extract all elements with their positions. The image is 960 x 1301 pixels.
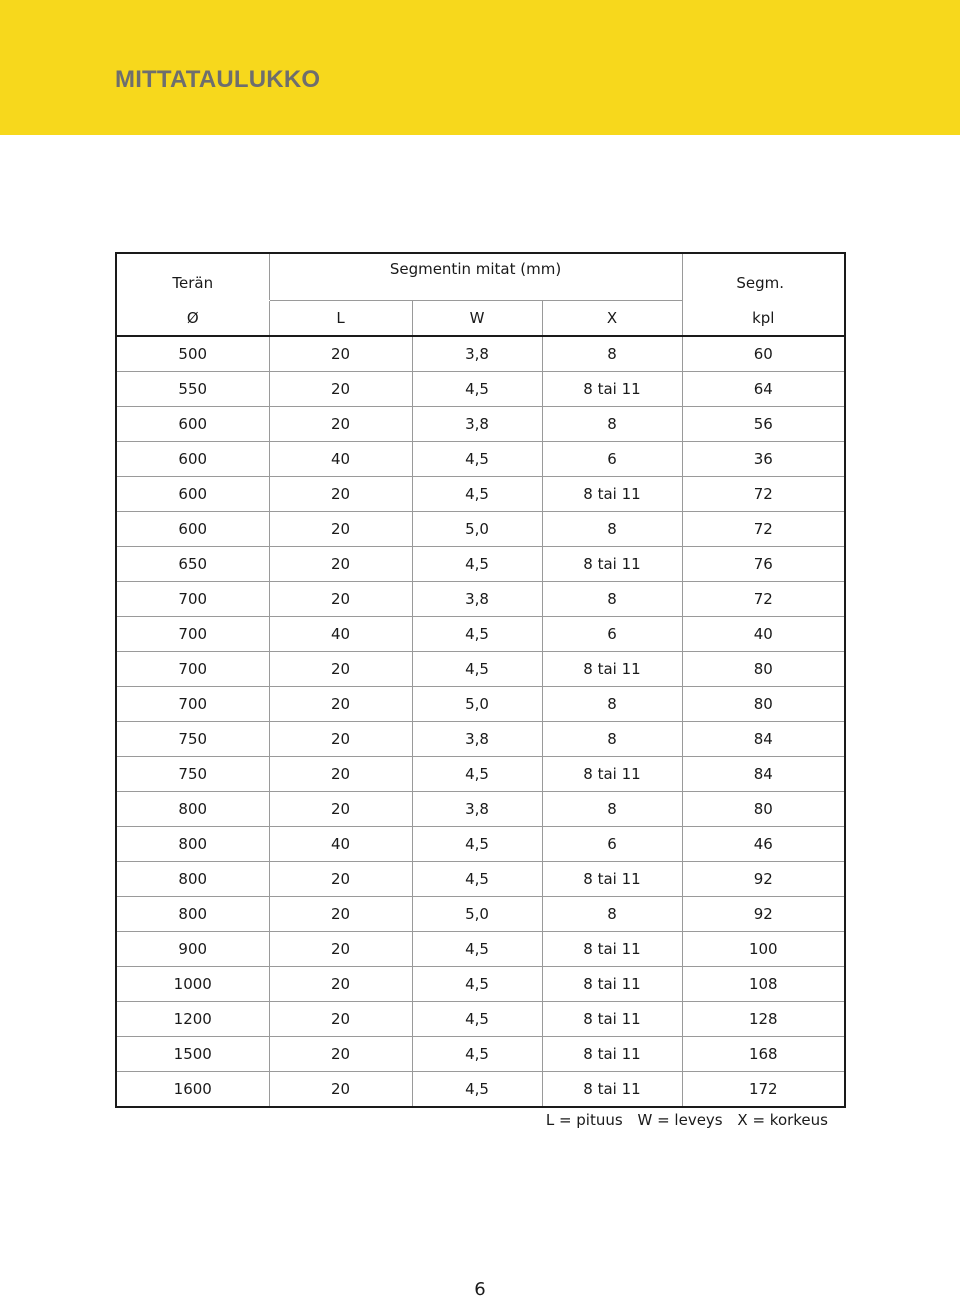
cell-diameter: 500: [116, 336, 269, 372]
header-width: W: [412, 301, 542, 337]
cell-height: 8 tai 11: [542, 967, 682, 1002]
cell-height: 8: [542, 582, 682, 617]
cell-count: 72: [682, 512, 845, 547]
cell-count: 76: [682, 547, 845, 582]
title-banner: [0, 0, 960, 135]
cell-length: 20: [269, 407, 412, 442]
cell-count: 84: [682, 757, 845, 792]
cell-count: 80: [682, 792, 845, 827]
cell-length: 20: [269, 336, 412, 372]
cell-diameter: 800: [116, 897, 269, 932]
cell-diameter: 600: [116, 442, 269, 477]
cell-height: 8: [542, 792, 682, 827]
cell-width: 4,5: [412, 932, 542, 967]
table-subheader-row: [116, 301, 845, 337]
legend: [536, 1111, 828, 1129]
cell-height: 8 tai 11: [542, 862, 682, 897]
table-row: [116, 1072, 845, 1108]
table-row: [116, 687, 845, 722]
cell-length: 20: [269, 512, 412, 547]
cell-diameter: 700: [116, 582, 269, 617]
table-row: [116, 336, 845, 372]
legend-length: L = pituus: [545, 1111, 623, 1129]
cell-diameter: 650: [116, 547, 269, 582]
cell-height: 8 tai 11: [542, 932, 682, 967]
cell-width: 4,5: [412, 827, 542, 862]
table-row: [116, 582, 845, 617]
legend-width: W = leveys: [637, 1111, 723, 1129]
table-row: [116, 862, 845, 897]
cell-length: 20: [269, 722, 412, 757]
cell-diameter: 800: [116, 792, 269, 827]
cell-width: 4,5: [412, 652, 542, 687]
header-length: L: [269, 301, 412, 337]
cell-length: 20: [269, 1072, 412, 1108]
table-row: [116, 1002, 845, 1037]
cell-count: 60: [682, 336, 845, 372]
header-segment-count: Segm.: [682, 253, 845, 301]
table-row: [116, 722, 845, 757]
cell-length: 20: [269, 932, 412, 967]
cell-height: 8 tai 11: [542, 757, 682, 792]
table-row: [116, 442, 845, 477]
table-row: [116, 512, 845, 547]
cell-height: 6: [542, 617, 682, 652]
cell-diameter: 600: [116, 512, 269, 547]
cell-length: 40: [269, 442, 412, 477]
cell-diameter: 700: [116, 687, 269, 722]
cell-width: 3,8: [412, 407, 542, 442]
cell-width: 4,5: [412, 1037, 542, 1072]
table-row: [116, 407, 845, 442]
cell-length: 20: [269, 547, 412, 582]
cell-diameter: 800: [116, 862, 269, 897]
cell-height: 8 tai 11: [542, 1002, 682, 1037]
cell-width: 3,8: [412, 582, 542, 617]
cell-width: 4,5: [412, 547, 542, 582]
cell-height: 8: [542, 336, 682, 372]
header-blade: Terän: [116, 253, 269, 301]
cell-length: 20: [269, 477, 412, 512]
cell-width: 4,5: [412, 967, 542, 1002]
cell-width: 4,5: [412, 372, 542, 407]
cell-count: 72: [682, 477, 845, 512]
cell-height: 8: [542, 512, 682, 547]
cell-width: 4,5: [412, 442, 542, 477]
cell-diameter: 600: [116, 407, 269, 442]
cell-length: 20: [269, 652, 412, 687]
cell-count: 84: [682, 722, 845, 757]
table-row: [116, 897, 845, 932]
cell-diameter: 550: [116, 372, 269, 407]
cell-height: 6: [542, 442, 682, 477]
header-diameter: Ø: [116, 301, 269, 337]
cell-count: 92: [682, 897, 845, 932]
cell-width: 5,0: [412, 897, 542, 932]
cell-count: 172: [682, 1072, 845, 1108]
cell-length: 20: [269, 757, 412, 792]
cell-height: 8 tai 11: [542, 372, 682, 407]
cell-count: 46: [682, 827, 845, 862]
cell-height: 8 tai 11: [542, 652, 682, 687]
table-header-row: [116, 253, 845, 301]
cell-count: 40: [682, 617, 845, 652]
cell-count: 36: [682, 442, 845, 477]
cell-height: 8 tai 11: [542, 1037, 682, 1072]
table-row: [116, 547, 845, 582]
cell-height: 8: [542, 897, 682, 932]
cell-width: 4,5: [412, 1002, 542, 1037]
cell-diameter: 600: [116, 477, 269, 512]
cell-length: 40: [269, 617, 412, 652]
cell-count: 80: [682, 687, 845, 722]
cell-diameter: 1600: [116, 1072, 269, 1108]
cell-width: 4,5: [412, 757, 542, 792]
header-count: kpl: [682, 301, 845, 337]
cell-diameter: 800: [116, 827, 269, 862]
cell-length: 20: [269, 792, 412, 827]
cell-width: 5,0: [412, 687, 542, 722]
cell-diameter: 1500: [116, 1037, 269, 1072]
header-height: X: [542, 301, 682, 337]
cell-diameter: 1200: [116, 1002, 269, 1037]
cell-length: 20: [269, 687, 412, 722]
cell-count: 108: [682, 967, 845, 1002]
table-row: [116, 932, 845, 967]
cell-height: 8: [542, 687, 682, 722]
cell-length: 20: [269, 897, 412, 932]
cell-length: 20: [269, 1002, 412, 1037]
table-row: [116, 372, 845, 407]
page-number: 6: [474, 1279, 486, 1300]
cell-length: 20: [269, 967, 412, 1002]
cell-width: 3,8: [412, 722, 542, 757]
header-segment-dimensions: Segmentin mitat (mm): [269, 253, 682, 301]
cell-count: 168: [682, 1037, 845, 1072]
cell-count: 80: [682, 652, 845, 687]
cell-count: 100: [682, 932, 845, 967]
cell-count: 72: [682, 582, 845, 617]
cell-count: 92: [682, 862, 845, 897]
table-row: [116, 757, 845, 792]
legend-height: X = korkeus: [737, 1111, 828, 1129]
cell-width: 3,8: [412, 336, 542, 372]
cell-length: 20: [269, 1037, 412, 1072]
cell-height: 8: [542, 722, 682, 757]
cell-length: 20: [269, 372, 412, 407]
cell-width: 4,5: [412, 617, 542, 652]
cell-length: 20: [269, 582, 412, 617]
cell-count: 128: [682, 1002, 845, 1037]
table-row: [116, 792, 845, 827]
page-title: MITTATAULUKKO: [115, 66, 321, 93]
cell-length: 20: [269, 862, 412, 897]
table-row: [116, 827, 845, 862]
table-body: [116, 336, 845, 1107]
table-row: [116, 617, 845, 652]
cell-width: 4,5: [412, 862, 542, 897]
cell-diameter: 900: [116, 932, 269, 967]
cell-width: 4,5: [412, 1072, 542, 1108]
measurement-table: [115, 252, 846, 1108]
cell-count: 56: [682, 407, 845, 442]
cell-diameter: 700: [116, 617, 269, 652]
cell-height: 8: [542, 407, 682, 442]
cell-diameter: 750: [116, 722, 269, 757]
cell-length: 40: [269, 827, 412, 862]
cell-width: 5,0: [412, 512, 542, 547]
cell-height: 8 tai 11: [542, 1072, 682, 1108]
table-row: [116, 652, 845, 687]
cell-diameter: 750: [116, 757, 269, 792]
cell-height: 8 tai 11: [542, 477, 682, 512]
cell-diameter: 1000: [116, 967, 269, 1002]
table-row: [116, 967, 845, 1002]
cell-width: 3,8: [412, 792, 542, 827]
table-row: [116, 477, 845, 512]
cell-diameter: 700: [116, 652, 269, 687]
cell-width: 4,5: [412, 477, 542, 512]
table-row: [116, 1037, 845, 1072]
cell-height: 6: [542, 827, 682, 862]
cell-count: 64: [682, 372, 845, 407]
cell-height: 8 tai 11: [542, 547, 682, 582]
